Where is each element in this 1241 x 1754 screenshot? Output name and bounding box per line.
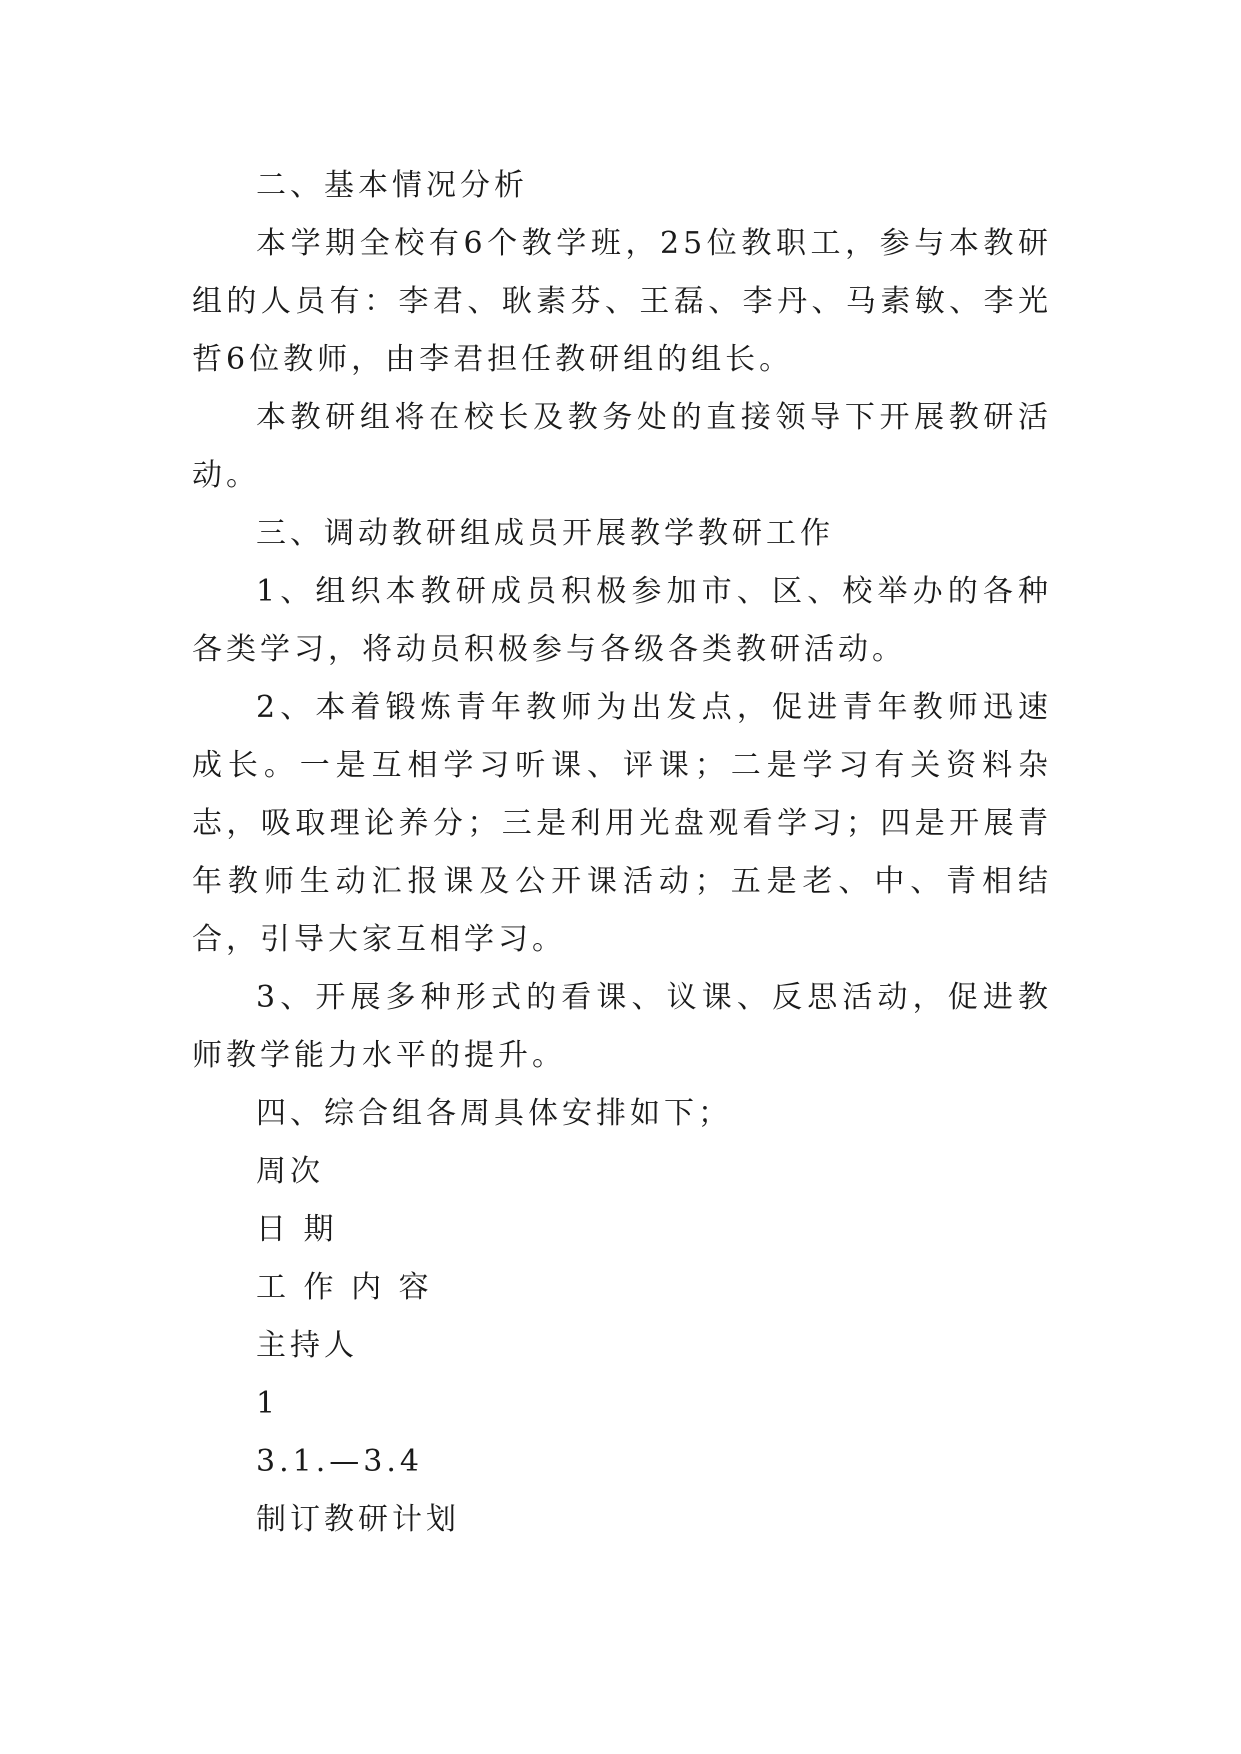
table-cell-date-range: 3.1.—3.4 [256, 1444, 423, 1479]
paragraph-item-3: 3、开展多种形式的看课、议课、反思活动，促进教师教学能力水平的提升。 [192, 980, 1052, 1073]
table-header-date: 日 期 [256, 1212, 338, 1247]
paragraph-item-2: 2、本着锻炼青年教师为出发点，促进青年教师迅速成长。一是互相学习听课、评课；二是学习有关资料杂志，吸取理论养分；三是利用光盘观看学习；四是开展青年教师生动汇报课及公开课活动；五是老、中、青相结合，引导大家互相学习。 [192, 690, 1052, 957]
table-cell-work-content: 制订教研计划 [256, 1502, 460, 1537]
table-header-week: 周次 [256, 1154, 324, 1189]
document-body [192, 157, 1052, 1549]
table-cell-week-number: 1 [256, 1386, 280, 1421]
paragraph-leadership: 本教研组将在校长及教务处的直接领导下开展教研活动。 [192, 400, 1052, 493]
paragraph-item-1: 1、组织本教研成员积极参加市、区、校举办的各种各类学习，将动员积极参与各级各类教研活动。 [192, 574, 1052, 667]
table-header-content: 工 作 内 容 [256, 1270, 433, 1305]
paragraph-staff-info: 本学期全校有6个教学班，25位教职工，参与本教研组的人员有：李君、耿素芬、王磊、李丹、马素敏、李光哲6位教师，由李君担任教研组的组长。 [192, 226, 1052, 377]
section-heading-mobilize-members: 三、调动教研组成员开展教学教研工作 [256, 516, 834, 551]
section-heading-basic-analysis: 二、基本情况分析 [256, 168, 528, 203]
table-header-host: 主持人 [256, 1328, 358, 1363]
section-heading-weekly-schedule: 四、综合组各周具体安排如下； [256, 1096, 732, 1131]
